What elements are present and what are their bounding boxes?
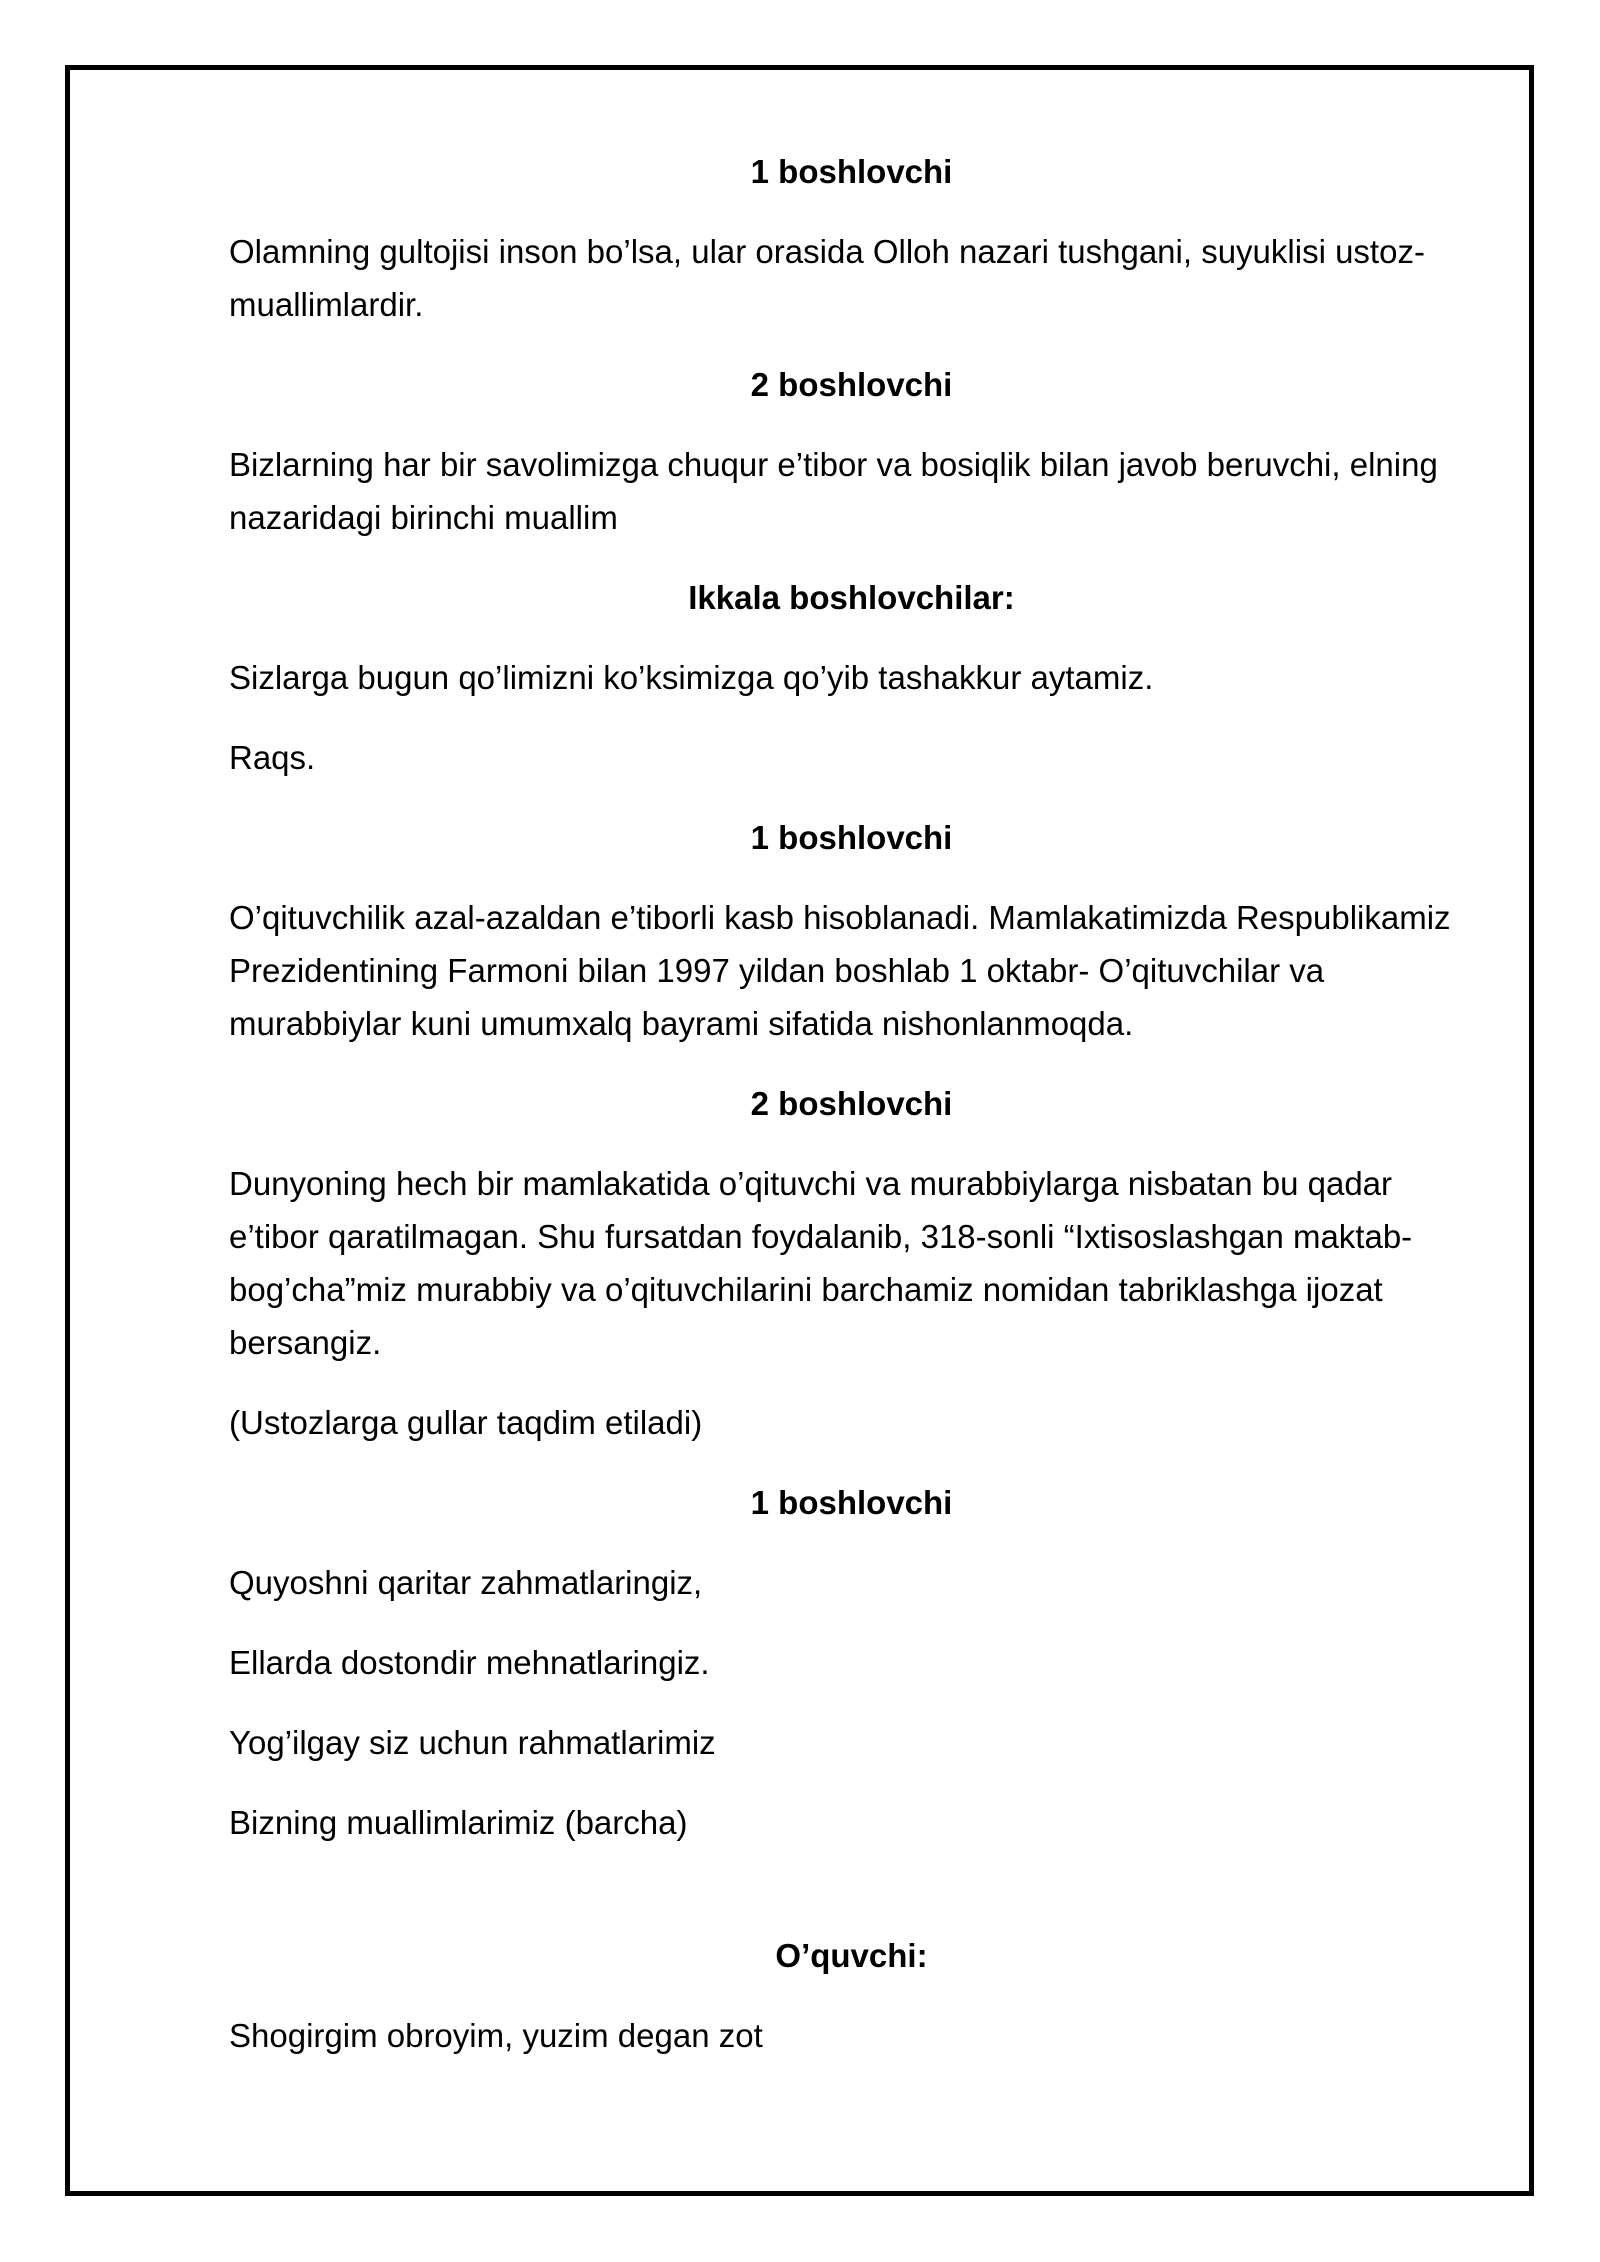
speaker-heading: 1 boshlovchi [750,153,953,190]
paragraph: Sizlarga bugun qo’limizni ko’ksimizga qo’yib tashakkur aytamiz. [229,659,1154,696]
paragraph: O’qituvchilik azal-azaldan e’tiborli kasb hisoblanadi. Mamlakatimizda Respublikamiz Prezidentining Farmoni bilan 1997 yildan boshlab 1 oktabr- O’qituvchilar va murabbiylar kuni umumxalq bayrami sifatida nishonlanmoqda. [229,899,1451,1042]
poem-line: Ellarda dostondir mehnatlaringiz. [229,1644,710,1681]
speaker-heading: 1 boshlovchi [750,1484,953,1521]
stage-direction: Raqs. [229,739,316,776]
stage-direction: (Ustozlarga gullar taqdim etiladi) [229,1404,703,1441]
paragraph: Bizlarning har bir savolimizga chuqur e’tibor va bosiqlik bilan javob beruvchi, elning nazaridagi birinchi muallim [229,446,1438,536]
speaker-heading: Ikkala boshlovchilar: [688,579,1015,616]
poem-line: Bizning muallimlarimiz (barcha) [229,1804,688,1841]
speaker-heading: 1 boshlovchi [750,819,953,856]
document-body [229,145,1474,2089]
paragraph: Dunyoning hech bir mamlakatida o’qituvchi va murabbiylarga nisbatan bu qadar e’tibor qaratilmagan. Shu fursatdan foydalanib, 318-sonli “Ixtisoslashgan maktab-bog’cha”miz murabbiy va o’qituvchilarini barchamiz nomidan tabriklashga ijozat bersangiz. [229,1165,1413,1361]
speaker-heading: O’quvchi: [775,1937,928,1974]
poem-line: Shogirgim obroyim, yuzim degan zot [229,2017,763,2054]
poem-line: Quyoshni qaritar zahmatlaringiz, [229,1564,703,1601]
blank-line [229,1876,1474,1929]
speaker-heading: 2 boshlovchi [750,1085,953,1122]
paragraph: Olamning gultojisi inson bo’lsa, ular orasida Olloh nazari tushgani, suyuklisi ustoz-muallimlardir. [229,233,1425,323]
poem-line: Yog’ilgay siz uchun rahmatlarimiz [229,1724,716,1761]
speaker-heading: 2 boshlovchi [750,366,953,403]
